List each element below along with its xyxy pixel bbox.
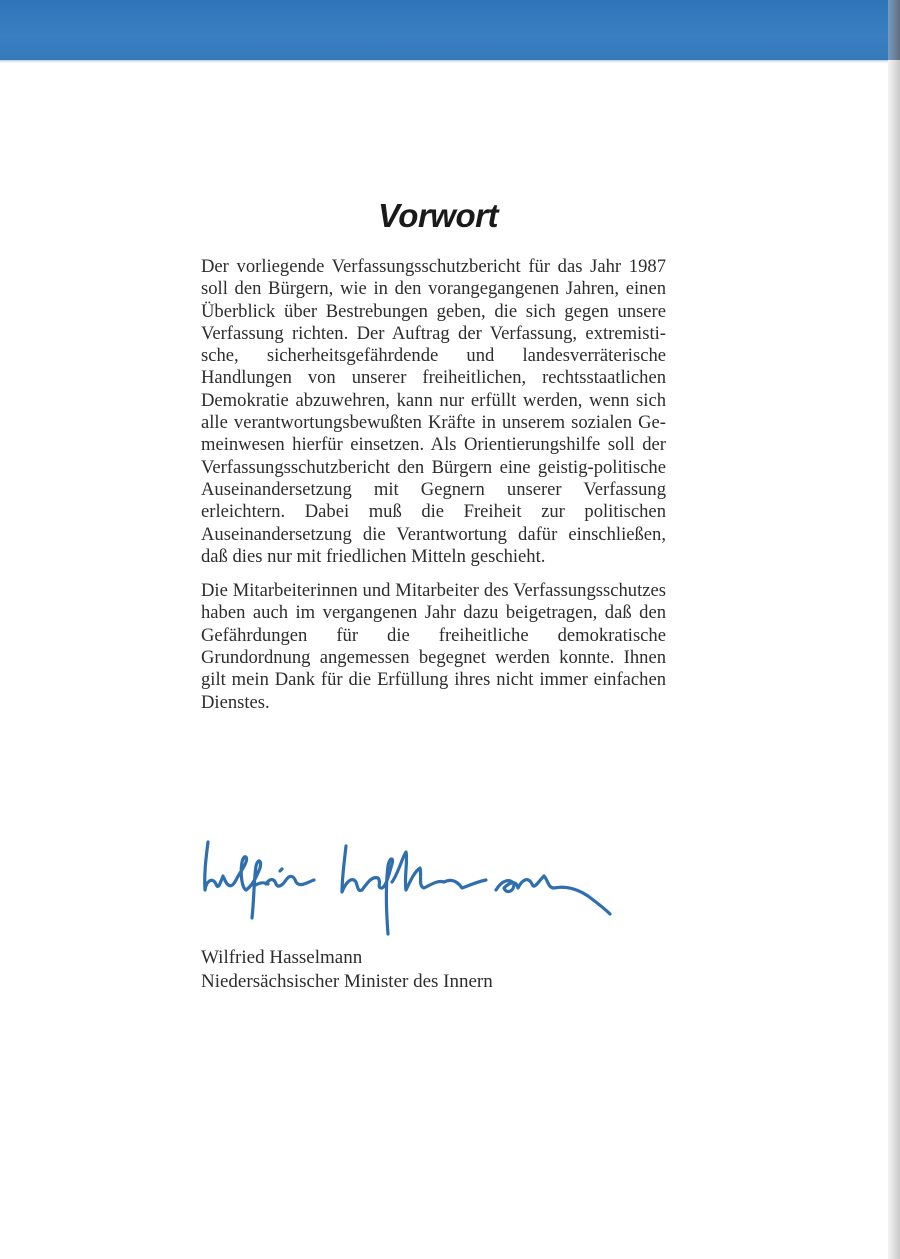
- page-edge-top: [888, 0, 900, 60]
- page-title: Vorwort: [378, 197, 498, 235]
- preface-body: [201, 256, 666, 726]
- signer-block: [201, 946, 493, 994]
- handwritten-signature: [196, 838, 676, 946]
- paragraph-1: Der vorliegende Verfassungsschutzbericht für das Jahr 1987 soll den Bürgern, wie in den vorangegangenen Jahren, einen Überblick über Bestrebungen geben, die sich gegen unsere Verfassung richten. Der Auftrag der Verfassung, extremistische, sicherheitsgefährdende und landesverräterische Handlungen von unserer freiheitlichen, rechtsstaatlichen Demokratie abzuwehren, kann nur erfüllt werden, wenn sich alle verantwortungsbewußten Kräfte in unserem sozialen Gemeinwesen hierfür einsetzen. Als Orientierungshilfe soll der Verfassungsschutzbericht den Bürgern eine geistig-politische Auseinandersetzung mit Gegnern unserer Verfassung erleichtern. Dabei muß die Freiheit zur politischen Auseinandersetzung die Verantwortung dafür einschließen, daß dies nur mit friedlichen Mitteln geschieht.: [201, 256, 666, 567]
- page-edge: [888, 0, 900, 1259]
- signer-title: Niedersächsischer Minister des Innern: [201, 971, 493, 992]
- paragraph-2: Die Mitarbeiterinnen und Mitarbeiter des Verfassungsschutzes haben auch im vergangenen Jahr dazu beigetragen, daß den Gefährdungen für die freiheitliche demokratische Grundordnung angemessen begegnet werden konnte. Ihnen gilt mein Dank für die Erfüllung ihres nicht immer einfachen Dienstes.: [201, 580, 666, 713]
- top-color-band: [0, 0, 888, 60]
- top-band-shadow: [0, 60, 888, 63]
- signer-name: Wilfried Hasselmann: [201, 947, 363, 968]
